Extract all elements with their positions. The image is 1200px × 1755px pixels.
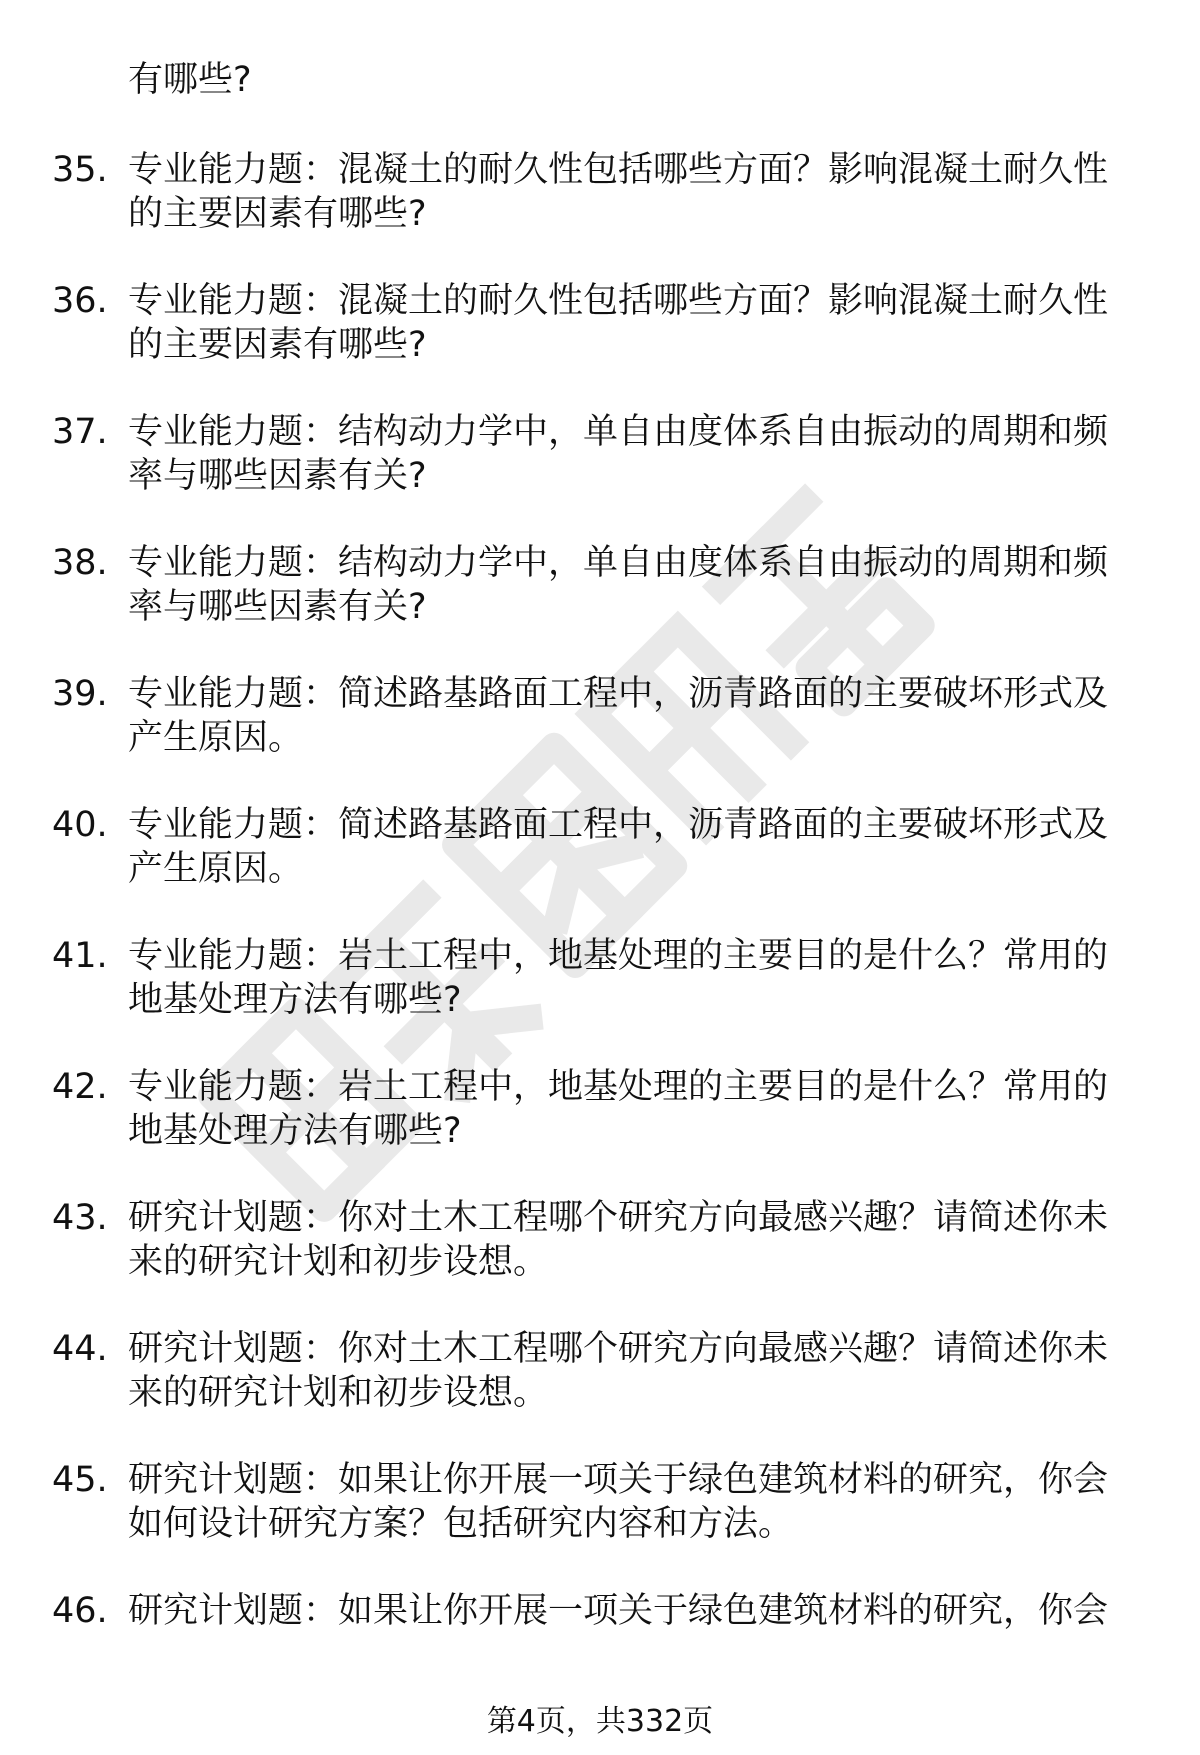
list-item xyxy=(0,934,1200,1065)
page-number-footer: 第4页，共332页 xyxy=(486,1704,714,1739)
question-text-line: 专业能力题：结构动力学中，单自由度体系自由振动的周期和频 xyxy=(128,543,1109,583)
question-text-line: 专业能力题：岩土工程中，地基处理的主要目的是什么？常用的 xyxy=(128,1067,1109,1107)
question-text-line: 专业能力题：岩土工程中，地基处理的主要目的是什么？常用的 xyxy=(128,936,1109,976)
question-number: 39. xyxy=(52,674,108,714)
question-text-line: 来的研究计划和初步设想。 xyxy=(128,1242,549,1282)
question-text-line: 研究计划题：如果让你开展一项关于绿色建筑材料的研究，你会 xyxy=(128,1460,1109,1500)
question-text-line: 如何设计研究方案？包括研究内容和方法。 xyxy=(128,1504,794,1544)
list-item xyxy=(0,279,1200,410)
question-text-line: 研究计划题：你对土木工程哪个研究方向最感兴趣？请简述你未 xyxy=(128,1198,1109,1238)
question-text xyxy=(128,934,1138,1022)
question-text-line: 研究计划题：你对土木工程哪个研究方向最感兴趣？请简述你未 xyxy=(128,1329,1109,1369)
question-text-line: 产生原因。 xyxy=(128,718,304,758)
question-number: 36. xyxy=(52,281,108,321)
list-item xyxy=(0,541,1200,672)
question-text-line: 专业能力题：混凝土的耐久性包括哪些方面？影响混凝土耐久性 xyxy=(128,281,1109,321)
question-text-line: 的主要因素有哪些? xyxy=(128,194,427,234)
question-text xyxy=(128,1327,1138,1415)
question-number: 41. xyxy=(52,936,108,976)
question-text-line: 率与哪些因素有关? xyxy=(128,587,427,627)
question-text-line: 地基处理方法有哪些? xyxy=(128,980,462,1020)
question-number: 43. xyxy=(52,1198,108,1238)
question-text xyxy=(128,1196,1138,1284)
list-item xyxy=(0,1589,1200,1720)
question-text xyxy=(128,672,1138,760)
question-text xyxy=(128,410,1138,498)
question-number: 45. xyxy=(52,1460,108,1500)
question-list xyxy=(0,148,1200,1720)
question-text-line: 产生原因。 xyxy=(128,849,304,889)
question-number: 44. xyxy=(52,1329,108,1369)
question-text xyxy=(128,279,1138,367)
question-text-line: 专业能力题：混凝土的耐久性包括哪些方面？影响混凝土耐久性 xyxy=(128,150,1109,190)
question-text xyxy=(128,541,1138,629)
list-item xyxy=(0,1196,1200,1327)
list-item xyxy=(0,410,1200,541)
question-text-line: 研究计划题：如果让你开展一项关于绿色建筑材料的研究，你会 xyxy=(128,1591,1109,1631)
list-item xyxy=(0,672,1200,803)
question-number: 38. xyxy=(52,543,108,583)
list-item xyxy=(0,1458,1200,1589)
continued-question-text: 有哪些? xyxy=(128,60,252,100)
list-item xyxy=(0,803,1200,934)
question-text-line: 的主要因素有哪些? xyxy=(128,325,427,365)
question-number: 40. xyxy=(52,805,108,845)
question-number: 42. xyxy=(52,1067,108,1107)
question-text-line: 率与哪些因素有关? xyxy=(128,456,427,496)
question-number: 37. xyxy=(52,412,108,452)
question-text xyxy=(128,1458,1138,1546)
question-number: 35. xyxy=(52,150,108,190)
question-number: 46. xyxy=(52,1591,108,1631)
question-text-line: 来的研究计划和初步设想。 xyxy=(128,1373,549,1413)
question-text xyxy=(128,803,1138,891)
list-item xyxy=(0,148,1200,279)
question-text xyxy=(128,148,1138,236)
question-text xyxy=(128,1065,1138,1153)
question-text xyxy=(128,1589,1138,1633)
question-text-line: 地基处理方法有哪些? xyxy=(128,1111,462,1151)
question-text-line: 专业能力题：结构动力学中，单自由度体系自由振动的周期和频 xyxy=(128,412,1109,452)
list-item xyxy=(0,1065,1200,1196)
list-item xyxy=(0,1327,1200,1458)
question-text-line: 专业能力题：简述路基路面工程中，沥青路面的主要破坏形式及 xyxy=(128,805,1109,845)
question-text-line: 专业能力题：简述路基路面工程中，沥青路面的主要破坏形式及 xyxy=(128,674,1109,714)
